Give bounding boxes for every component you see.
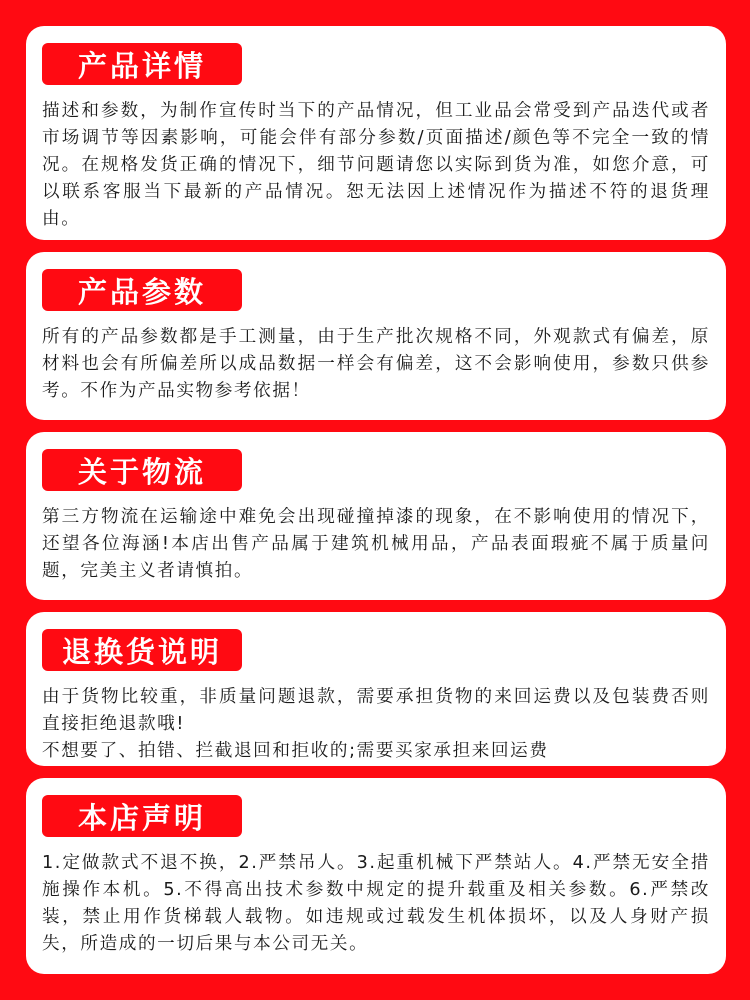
section-card-returns: [26, 612, 726, 766]
section-title-badge: 关于物流: [42, 449, 242, 491]
section-card-product-parameters: [26, 252, 726, 420]
section-paragraph: 描述和参数，为制作宣传时当下的产品情况，但工业品会常受到产品迭代或者市场调节等因素影响，可能会伴有部分参数/页面描述/颜色等不完全一致的情况。在规格发货正确的情况下，细节问题请您以实际到货为准，如您介意，可以联系客服当下最新的产品情况。恕无法因上述情况作为描述不符的退货理由。: [42, 101, 710, 229]
section-title-badge: 本店声明: [42, 795, 242, 837]
section-paragraph: 由于货物比较重，非质量问题退款，需要承担货物的来回运费以及包装费否则直接拒绝退款哦!: [42, 687, 710, 734]
section-paragraph: 第三方物流在运输途中难免会出现碰撞掉漆的现象，在不影响使用的情况下，还望各位海涵!本店出售产品属于建筑机械用品，产品表面瑕疵不属于质量问题，完美主义者请慎拍。: [42, 507, 710, 581]
section-card-store-statement: [26, 778, 726, 974]
section-card-product-details: [26, 26, 726, 240]
section-body: [42, 324, 710, 405]
section-paragraph: 不想要了、拍错、拦截退回和拒收的;需要买家承担来回运费: [42, 741, 549, 761]
section-title-badge: 产品详情: [42, 43, 242, 85]
section-paragraph: 1.定做款式不退不换，2.严禁吊人。3.起重机械下严禁站人。4.严禁无安全措施操作本机。5.不得高出技术参数中规定的提升载重及相关参数。6.严禁改装，禁止用作货梯载人载物。如违规或过载发生机体损坏，以及人身财产损失，所造成的一切后果与本公司无关。: [42, 853, 710, 954]
section-card-logistics: [26, 432, 726, 600]
section-paragraph: 所有的产品参数都是手工测量，由于生产批次规格不同，外观款式有偏差，原材料也会有所偏差所以成品数据一样会有偏差，这不会影响使用，参数只供参考。不作为产品实物参考依据！: [42, 327, 710, 401]
section-body: [42, 850, 710, 958]
section-body: [42, 504, 710, 585]
section-title-badge: 退换货说明: [42, 629, 242, 671]
section-body: [42, 98, 710, 233]
section-body: [42, 684, 710, 765]
section-title-badge: 产品参数: [42, 269, 242, 311]
